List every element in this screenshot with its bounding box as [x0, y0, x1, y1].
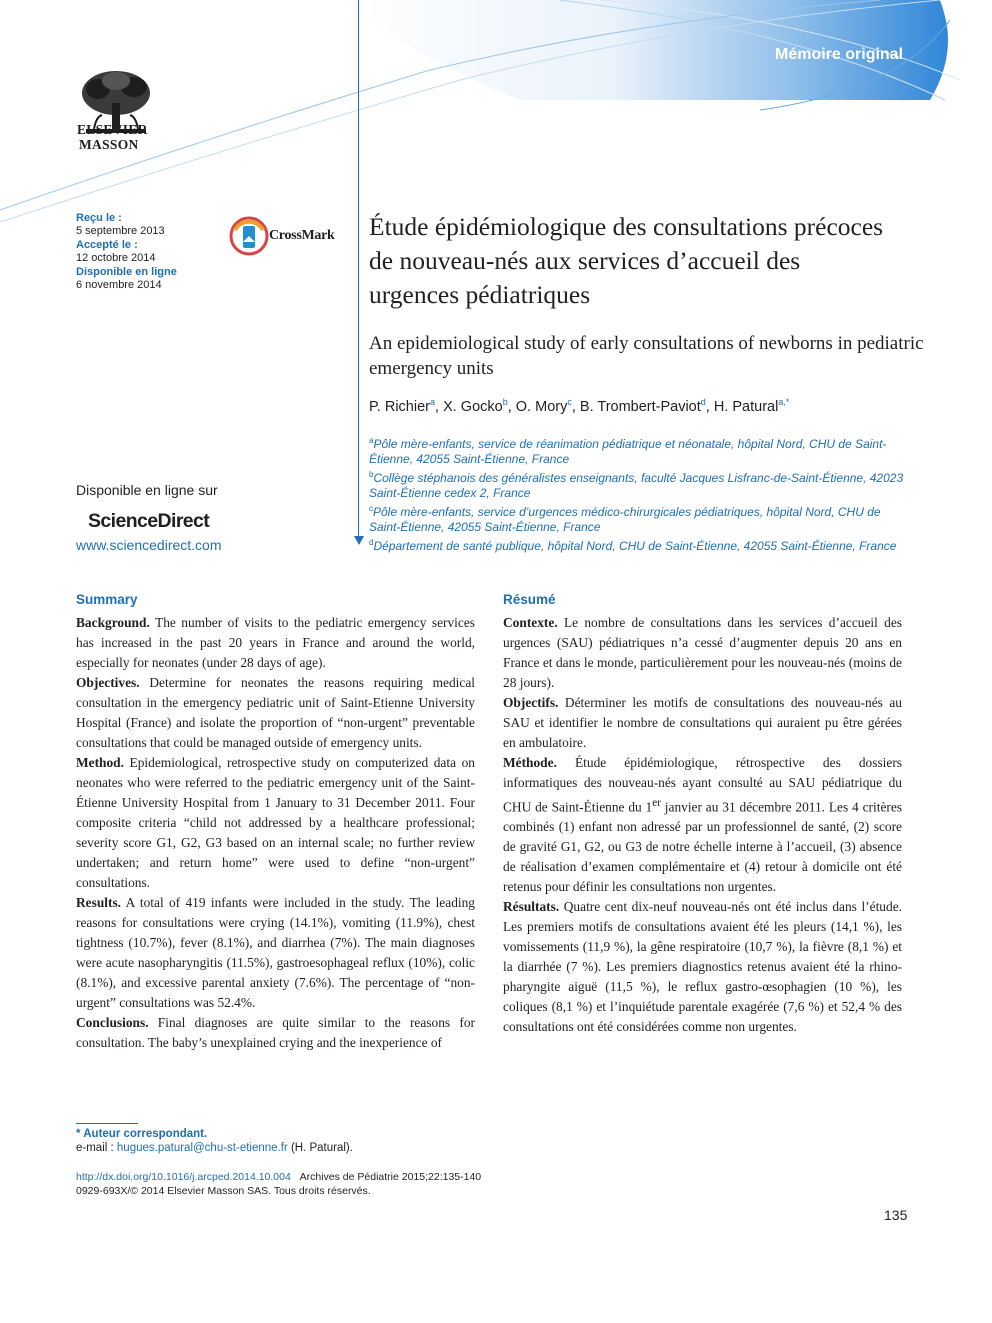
- para-label: Method.: [76, 755, 124, 770]
- availability-label: Disponible en ligne sur: [76, 482, 218, 498]
- ordinal-sup: er: [652, 797, 661, 809]
- copyright: 0929-693X/© 2014 Elsevier Masson SAS. Tous droits réservés.: [76, 1184, 371, 1197]
- para-label: Conclusions.: [76, 1015, 149, 1030]
- summary-objectives: [76, 673, 475, 753]
- online-date: 6 novembre 2014: [76, 279, 162, 292]
- crossmark-label: CrossMark: [269, 228, 335, 243]
- email-link[interactable]: hugues.patural@chu-st-etienne.fr: [116, 1142, 288, 1154]
- para-label: Résultats.: [503, 899, 560, 915]
- author-sup[interactable]: c: [567, 397, 572, 407]
- article-dates: [76, 212, 177, 292]
- sciencedirect-logo: ScienceDirect: [88, 510, 210, 532]
- author-sup[interactable]: a,*: [778, 397, 790, 407]
- affiliation-text: Pôle mère-enfants, service de réanimation pédiatrique et néonatale, hôpital Nord, CHU de Saint-Étienne, 42055 Saint-Étienne, France: [369, 437, 887, 466]
- affiliation-sup: a: [369, 436, 374, 445]
- para-text: Étude épidémiologique, rétrospective des dossiers informatiques des nouveau-nés ayant consulté au SAU pédiatrique du CHU de Saint-Étienne du 1: [503, 755, 902, 815]
- para-text: Déterminer les motifs de consultations des nouveau-nés au SAU et identifier le nombre de consultations qui auraient pu être gérées en ambulatoire.: [503, 695, 902, 750]
- resume-heading: Résumé: [503, 592, 556, 607]
- para-label: Objectives.: [76, 675, 140, 690]
- author-name: B. Trombert-Paviot: [579, 398, 701, 415]
- corresponding-author: [76, 1127, 353, 1155]
- corr-label: * Auteur correspondant.: [76, 1128, 208, 1140]
- para-label: Méthode.: [503, 755, 557, 770]
- citation-block: [76, 1171, 481, 1198]
- summary-heading: Summary: [76, 592, 138, 607]
- para-text: Epidemiological, retrospective study on computerized data on neonates who were referred to the pediatric emergency unit of the Saint-Étienne University Hospital from 1 January to 31 December 2011. Four composite criteria “child not addressed by a healthcare professional; severity score G1, G2, G3 based on an internal scale; no further review undertaken; and return home” were used to define “non-urgent” consultations.: [76, 755, 475, 890]
- para-label: Objectifs.: [503, 695, 559, 710]
- para-text: Quatre cent dix-neuf nouveau-nés ont été inclus dans l’étude. Les premiers motifs de consultations avaient été les pleurs (14,1 %), les vomissements (11,9 %), la gêne respiratoire (10,7 %), la fièvre (8,1 %) et la diarrhée (7 %). Les premiers diagnostics retenus avaient été la rhino-pharyngite aiguë (11,5 %), le reflux gastro-œsophagien (10 %), les coliques (8,1 %) et l’inquiétude parentale exagérée (7,6 %) et 52,4 % des consultations ont été considérées comme non urgentes.: [503, 899, 902, 1035]
- affiliation-sup: b: [369, 470, 374, 479]
- author-name: P. Richier: [369, 398, 430, 415]
- resume-section: [503, 592, 902, 1037]
- para-text: The number of visits to the pediatric emergency services has increased in the past 20 years in France and around the world, especially for neonates (under 28 days of age).: [76, 615, 475, 670]
- doi-line: [76, 1171, 481, 1185]
- email-suffix: (H. Patural).: [287, 1142, 353, 1154]
- article-title-fr: Étude épidémiologique des consultations précoces de nouveau-nés aux services d’accueil des urgences pédiatriques: [369, 212, 884, 309]
- author-name: H. Patural: [713, 398, 779, 415]
- affiliation-item: [369, 467, 909, 501]
- affiliation-text: Pôle mère-enfants, service d’urgences médico-chirurgicales pédiatriques, hôpital Nord, CHU de Saint-Étienne, 42055 Saint-Étienne, France: [369, 505, 881, 534]
- para-text: A total of 419 infants were included in the study. The leading reasons for consultations were crying (14.1%), vomiting (11.9%), chest tightness (10.7%), fever (8.1%), and diarrhea (7%). The main diagnoses were acute nasopharyngitis (11.5%), gastroesophageal reflux (10%), colic (8.1%), and excessive parental anxiety (7.6%). The percentage of “non-urgent” consultations was 52.4%.: [76, 895, 475, 1010]
- summary-background: [76, 613, 475, 673]
- affiliation-list: [369, 433, 909, 554]
- resume-resultats: [503, 897, 902, 1037]
- resume-objectifs: [503, 693, 902, 753]
- resume-methode: [503, 753, 902, 897]
- para-label: Results.: [76, 895, 122, 910]
- doi-link[interactable]: http://dx.doi.org/10.1016/j.arcped.2014.10.004: [76, 1171, 291, 1183]
- email-label: e-mail :: [76, 1142, 117, 1154]
- page-number: 135: [884, 1207, 908, 1223]
- para-label: Background.: [76, 615, 150, 630]
- footnote-rule: [76, 1123, 138, 1124]
- para-text: Final diagnoses are quite similar to the reasons for consultation. The baby’s unexplained crying and the inexperience of: [76, 1015, 475, 1050]
- para-label: Contexte.: [503, 615, 558, 630]
- summary-conclusions: [76, 1013, 475, 1053]
- affiliation-item: [369, 501, 909, 535]
- author-list: P. Richier$^a$, X. Gocko$^b$, O. Mory$^c$, B. Trombert-Paviot$^d$, H. Patural$^{a,*}$: [369, 397, 790, 415]
- sciencedirect-link[interactable]: www.sciencedirect.com: [76, 537, 222, 553]
- summary-section: [76, 592, 475, 1053]
- author-sup[interactable]: d: [700, 397, 706, 407]
- received-label: Reçu le :: [76, 212, 122, 224]
- publisher-name-line1: ELSEVIER: [77, 122, 148, 137]
- author-name: O. Mory: [515, 398, 568, 415]
- para-text: janvier au 31 décembre 2011. Les 4 critères combinés (1) enfant non adressé par un professionnel de santé, (2) score de gravité G1, G2, ou G3 de notre échelle interne à l’accueil, (3) absence de réalisation d’examen complémentaire et (4) retour à domicile ont été retenus pour définir les consultations non urgentes.: [503, 799, 902, 895]
- author-sup[interactable]: a: [429, 397, 435, 407]
- received-date: 5 septembre 2013: [76, 225, 165, 238]
- divider-arrow-icon: [354, 536, 364, 545]
- journal-citation: Archives de Pédiatrie 2015;22:135-140: [299, 1171, 482, 1183]
- affiliation-item: [369, 433, 909, 467]
- online-label: Disponible en ligne: [76, 265, 177, 278]
- resume-contexte: [503, 613, 902, 693]
- article-title-en: An epidemiological study of early consultations of newborns in pediatric emergency units: [369, 333, 924, 379]
- para-text: Determine for neonates the reasons requiring medical consultation in the emergency pediatric unit of Saint-Etienne University Hospital (France) and isolate the proportion of “non-urgent” preventable consultations that could be managed outside of emergency units.: [76, 675, 475, 750]
- summary-results: [76, 893, 475, 1013]
- affiliation-text: Département de santé publique, hôpital Nord, CHU de Saint-Étienne, 42055 Saint-Étienne, France: [373, 539, 897, 553]
- vertical-divider: [358, 0, 359, 540]
- section-tag: Mémoire original: [775, 46, 904, 63]
- accepted-date: 12 octobre 2014: [76, 252, 156, 265]
- accepted-label: Accepté le :: [76, 238, 138, 251]
- corr-email-line: [76, 1141, 353, 1155]
- affiliation-sup: c: [369, 504, 373, 513]
- para-text: Le nombre de consultations dans les services d’accueil des urgences (SAU) pédiatriques n’a cessé d’augmenter depuis 20 ans en France et dans le monde, particulièrement pour les nouveau-nés (moins de 28 jours).: [503, 615, 902, 690]
- author-sup[interactable]: b: [502, 397, 508, 407]
- affiliation-item: [369, 535, 909, 554]
- summary-method: [76, 753, 475, 893]
- publisher-name-line2: MASSON: [79, 137, 139, 152]
- author-name: X. Gocko: [443, 398, 503, 415]
- affiliation-sup: d: [369, 538, 374, 547]
- affiliation-text: Collège stéphanois des généralistes enseignants, faculté Jacques Lisfranc-de-Saint-Étienne, 42023 Saint-Étienne cedex 2, France: [369, 471, 904, 500]
